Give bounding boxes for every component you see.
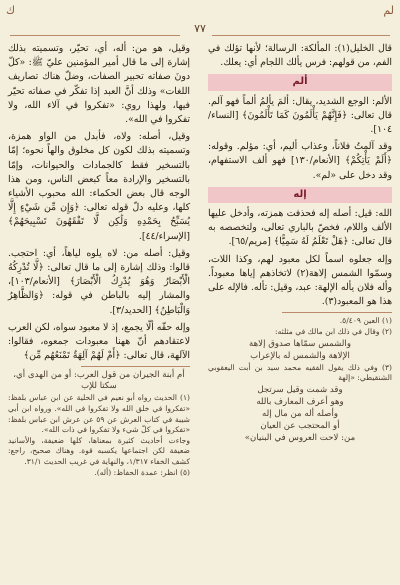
footnote-divider (282, 312, 392, 313)
footnote-verse: من: لاحت العروس في البنيان» (244, 432, 356, 443)
header-right-mark: لم (383, 4, 394, 17)
footnote-verse: والشمس سمّاها صدوق إلاهة (249, 338, 351, 349)
paragraph: وقد آلمتُ فلاناً، وعذاب أليم، أي: مؤلم. وقوله: ﴿أَلَمْ يَأْتِكُمْ﴾ [الأنعام/١٣٠] فهو ألف الاستفهام، وقد دخل على «لم». (208, 141, 393, 181)
footnote: وجاءت أحاديث كثيرة بمعناها، كلها ضعيفة، والأسانيد ضعيفة لكن اجتماعها يكسبه قوة. وهناك صحيح، راجع: كشف الخفاء ١/٣١٧، والنهاية في غريب الحديث ٣١/١. (8, 435, 190, 467)
entry-heading-alam: ألم (208, 74, 392, 90)
footnote-verse: أو المحتجب عن العيان (260, 420, 340, 431)
paragraph: الألم: الوجع الشديد، يقال: ألمَ يألمُ ألماً فهو آلم. قال تعالى: ﴿فَإِنَّهُمْ يَأْلَمُونَ كَمَا تَأْلَمُونَ﴾ [النساء/١٠٤]. (208, 95, 392, 136)
header-left-mark: ك (6, 4, 16, 17)
footnote-verse: وقد شمت وقيل سرتجل (257, 384, 343, 395)
paragraph: قال الخليل(١): المألكة: الرسالة؛ لأنها تؤلك في الفم، من قولهم: فرس يألك اللجام أي: يعلك. (208, 43, 392, 69)
paragraph: وقيل: أصله من: لاه يلوه لياهاً، أي: احتجب. قالوا: وذلك إشارة إلى ما قال تعالى: ﴿لَّا تُدْرِكُهُ الْأَبْصَارُ وَهُوَ يُدْرِكُ الْأَبْصَارَ﴾ [الأنعام/١٠٣]، والمشار إليه بالباطن في قوله: ﴿وَالظَّاهِرُ وَالْبَاطِنُ﴾ [الحديد/٣]. (8, 247, 190, 316)
paragraph: وإله حقّه ألّا يجمع، إذ لا معبود سواه، لكن العرب لاعتقادهم أنّ ههنا معبودات جمعوه، فقالوا: الآلهة، قال تعالى: ﴿أَمْ لَهُمْ آلِهَةٌ تَمْنَعُهُم مِّن﴾ (8, 321, 190, 362)
footnote: (٢) وقال في ذلك ابن مالك في مثلثه: (275, 327, 392, 337)
page-number: ٧٧ (194, 22, 206, 35)
paragraph: الله: قيل: أصله إله فحذفت همزته، وأدخل عليها الألف واللام، فخصّ بالباري تعالى، ولتخصصه به قال تعالى: ﴿هَلْ تَعْلَمُ لَهُ سَمِيًّا﴾ [مريم/٦٥]. (208, 208, 392, 248)
paragraph: وقيل، هو من: أله، أي، تحيّر، وتسميته بذلك إشارة إلى ما قال أمير المؤمنين عليّ ﷺ: «كلّ دونَ صفاته تحبير الصفات، وضلّ هناك تصاريف اللغات» وذلك أنَّ العبد إذا تفكّر في صفاته تحيّر فيها، ولهذا روي: «تفكروا في آلاء الله، ولا تفكروا في الله». (8, 43, 190, 126)
footnote-verse: أم أبنة الجيران من قول العرب: أو من الهدى أي، سكتا للإب (13, 370, 185, 392)
header-rule-right (212, 35, 390, 36)
paragraph: وإله جعلوه اسماً لكل معبود لهم، وكذا اللات، وسمّوا الشمس إلاهة(٢) لاتخاذهم إياها معبوداً. وأله فلان يأله الإلهة: عبد، وقيل: تأله. فالإله على هذا هو المعبود(٣). (208, 253, 392, 308)
footnote: (١) العين ٥/٤٠٩. (339, 316, 392, 326)
right-column (208, 42, 392, 445)
header-rule-left (10, 35, 180, 36)
entry-heading-ilah: إله (208, 187, 392, 203)
footnote: (١) الحديث رواه أبو نعيم في الحلية عن ابن عباس بلفظ: «تفكروا في خلق الله ولا تفكروا في الله». ورواه ابن أبي شيبة في كتاب العرش عن ٥٩ عن عرش ابن عباس بلفظ: «تفكروا في كلّ شيء ولا تفكروا في ذات الله». (8, 393, 190, 435)
left-column (8, 42, 190, 478)
footnote: (٥) انظر: عمدة الحفاظ: (أله). (94, 467, 190, 477)
footnote-verse: الإلاهة والشمس له بالإعراب (250, 350, 350, 361)
footnote: (٣) وفي ذلك يقول الفقيه محمد سيد بن أبت اليعقوبي الشنقيطي: «إلهة (208, 362, 392, 383)
footnote-divider (81, 366, 190, 367)
page-header (0, 2, 400, 24)
footnote-verse: وأصله أله من مال إله (261, 408, 339, 419)
footnote-verse: وهو أعرف المعارف بالله (256, 396, 344, 407)
paragraph: وقيل، أصله: ولاه، فأبدل من الواو همزة، وتسميته بذلك لكون كل مخلوق والهاً نحوه؛ إمّا بالتسخير فقط كالجمادات والحيوانات، وإمّا بالتسخير والإرادة معاً كبعض الناس، ومن هذا الوجه قال بعض الحكماء: الله محبوب الأشياء كلها، وعليه دلّ قوله تعالى: ﴿وَإِن مِّن شَيْءٍ إِلَّا يُسَبِّحُ بِحَمْدِهِ وَلَٰكِن لَّا تَفْقَهُونَ تَسْبِيحَهُمْ﴾ [الإسراء/٤٤]. (8, 131, 190, 242)
